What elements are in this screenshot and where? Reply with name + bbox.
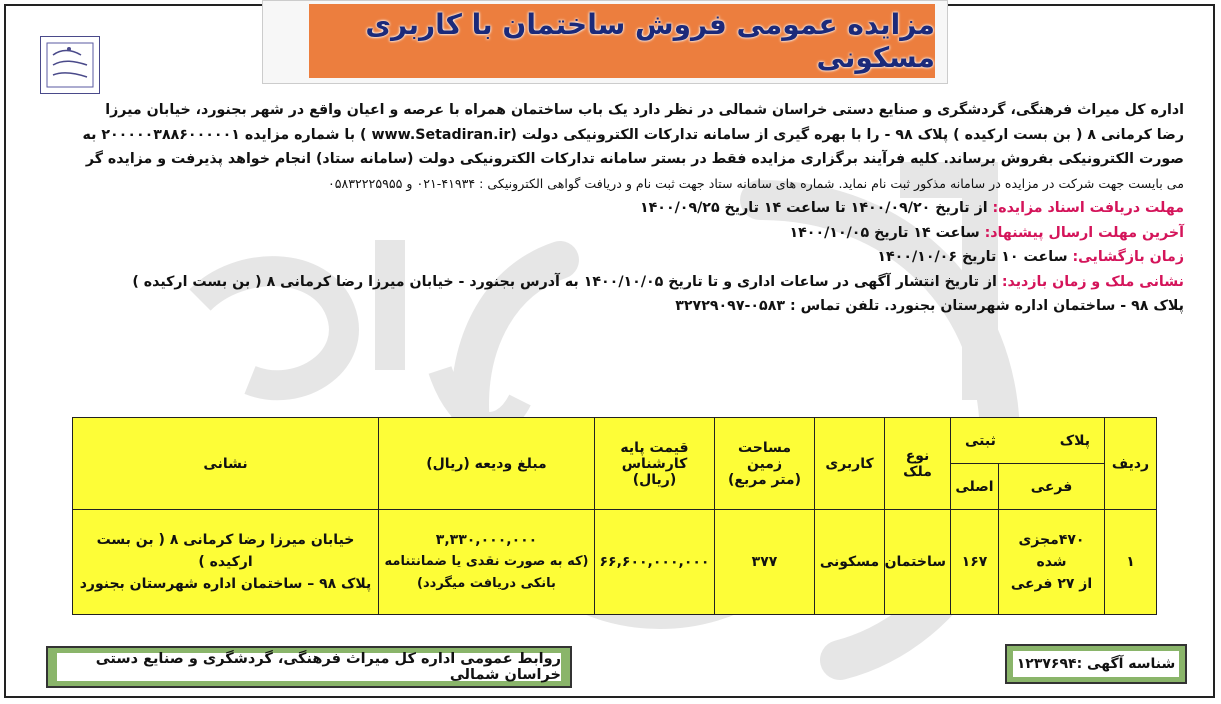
cell-address-line: پلاک ۹۸ – ساختمان اداره شهرستان بجنورد (79, 576, 372, 592)
header-area-unit: (متر مربع) (728, 471, 801, 488)
header-row-index: ردیف (1105, 418, 1157, 510)
heritage-logo-icon (41, 37, 99, 93)
header-area-label: مساحت زمین (737, 439, 792, 472)
opening-time (56, 245, 1184, 270)
header-address: نشانی (73, 418, 379, 510)
cell-area: ۳۷۷ (715, 510, 815, 615)
address-label: نشانی ملک و زمان بازدید: (1001, 273, 1184, 290)
cell-main: ۱۶۷ (951, 510, 999, 615)
visit-address (56, 270, 1184, 295)
opening-label: زمان بازگشایی: (1072, 249, 1184, 265)
cell-sub-line: از ۲۷ فرعی (1010, 576, 1093, 592)
docs-label: مهلت دریافت اسناد مزایده: (992, 200, 1184, 216)
opening-value: ساعت ۱۰ تاریخ ۱۴۰۰/۱۰/۰۶ (877, 249, 1073, 265)
header-base-price (595, 418, 715, 510)
header-property-type: نوع ملک (885, 418, 951, 510)
property-table (72, 417, 1157, 615)
cell-deposit (379, 510, 595, 615)
header-plaque (951, 418, 1105, 464)
header-registry-label: ثبتی (965, 432, 996, 449)
title-banner (309, 4, 935, 78)
footer-left-text: روابط عمومی اداره کل میراث فرهنگی، گردشگری و صنایع دستی خراسان شمالی (57, 653, 561, 681)
cell-deposit-note: بانکی دریافت میگردد) (417, 576, 556, 591)
cell-price: ۶۶,۶۰۰,۰۰۰,۰۰۰ (595, 510, 715, 615)
header-plaque-label: پلاک (1059, 432, 1090, 449)
deadline-label: آخرین مهلت ارسال پیشنهاد: (984, 224, 1184, 241)
cell-type: ساختمان (885, 510, 951, 615)
ad-id-footer (1005, 644, 1187, 684)
header-sub: فرعی (999, 464, 1105, 510)
deadline-value: ساعت ۱۴ تاریخ ۱۴۰۰/۱۰/۰۵ (789, 224, 985, 241)
cell-sub (999, 510, 1105, 615)
page-title: مزایده عمومی فروش ساختمان با کاربری مسکونی (365, 8, 935, 74)
cell-sub-line: ۴۷۰مجزی شده (1018, 532, 1085, 570)
submission-deadline (56, 221, 1184, 246)
header-area (715, 418, 815, 510)
address-continued: پلاک ۹۸ - ساختمان اداره شهرستان بجنورد. تلفن تماس : ۰۵۸۳-۳۲۷۲۹۰۹۷ (675, 298, 1184, 314)
body-line: اداره کل میراث فرهنگی، گردشگری و صنایع دستی خراسان شمالی در نظر دارد یک باب ساختمان همراه با عرصه و اعیان واقع در شهر بجنورد، خیابان میرزا (105, 102, 1184, 118)
organization-logo (40, 36, 100, 94)
body-line: صورت الکترونیکی بفروش برساند. کلیه فرآیند برگزاری مزایده فقط در بستر سامانه تدارکات الکترونیکی دولت (سامانه ستاد) انجام خواهد پذیرفت و مزایده گر (85, 151, 1184, 167)
body-line: می بایست جهت شرکت در مزایده در سامانه مذکور ثبت نام نماید. شماره های سامانه ستاد جهت ثبت نام و دریافت گواهی الکترونیکی : ۴۱۹۳۴-۰۲۱ و ۰۵۸۳۲۲۲۵۹۵۵ (327, 175, 1184, 191)
docs-deadline (56, 196, 1184, 221)
cell-address (73, 510, 379, 615)
header-deposit: مبلغ ودیعه (ریال) (379, 418, 595, 510)
announcement-body (56, 98, 1184, 319)
header-main: اصلی (951, 464, 999, 510)
docs-value: از تاریخ ۱۴۰۰/۰۹/۲۰ تا ساعت ۱۴ تاریخ ۱۴۰۰/۰۹/۲۵ (639, 200, 993, 216)
public-relations-footer (46, 646, 572, 688)
header-usage: کاربری (815, 418, 885, 510)
header-price-label: قیمت پایه (620, 439, 689, 456)
table-row (73, 510, 1157, 615)
cell-index: ۱ (1105, 510, 1157, 615)
cell-deposit-amount: ۳,۳۳۰,۰۰۰,۰۰۰ (435, 532, 538, 548)
address-value: از تاریخ انتشار آگهی در ساعات اداری و تا تاریخ ۱۴۰۰/۱۰/۰۵ به آدرس بجنورد - خیابان میرزا رضا کرمانی ۸ ( بن بست ارکیده ) (132, 273, 1002, 290)
header-price-sub: کارشناس (ریال) (621, 455, 688, 488)
cell-address-line: خیابان میرزا رضا کرمانی ۸ ( بن بست ارکیده ) (96, 532, 355, 570)
cell-usage: مسکونی (815, 510, 885, 615)
body-line: رضا کرمانی ۸ ( بن بست ارکیده ) پلاک ۹۸ - را با بهره گیری از سامانه تدارکات الکترونیکی دولت (www.Setadiran.ir ) با شماره مزایده ۲۰۰۰۰۰۳۸۸۶۰۰۰۰۰۱ به (82, 126, 1184, 143)
ad-id-text: شناسه آگهی :۱۲۳۷۶۹۴ (1013, 651, 1179, 677)
cell-deposit-note: (که به صورت نقدی یا ضمانتنامه (384, 554, 589, 569)
